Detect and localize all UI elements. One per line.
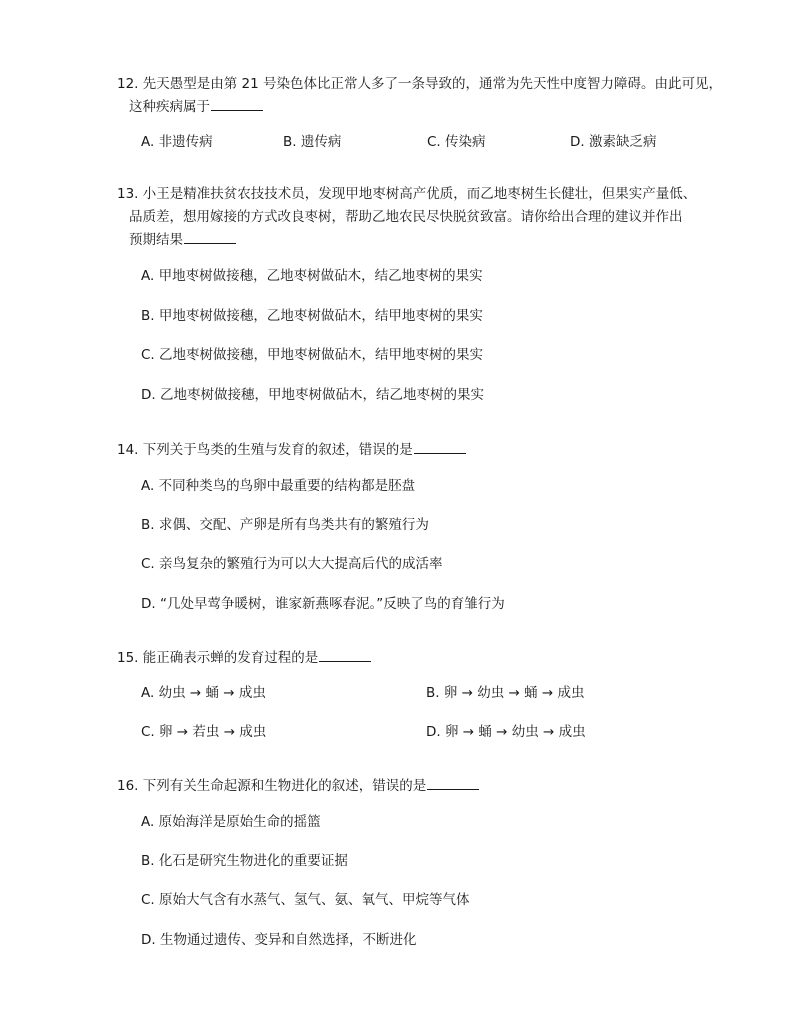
question-14: [117, 439, 717, 462]
answer-blank: [319, 649, 371, 662]
q12-option-b: B. 遗传病: [283, 134, 342, 150]
q15-option-a: A. 幼虫 → 蛹 → 成虫: [141, 685, 266, 701]
question-16-stem: [117, 775, 717, 798]
question-13-stem-line-2: 品质差，想用嫁接的方式改良枣树，帮助乙地农民尽快脱贫致富。请你给出合理的建议并作出: [129, 209, 683, 225]
q15-option-c: C. 卵 → 若虫 → 成虫: [141, 724, 267, 740]
question-12-stem-text: 这种疾病属于: [129, 99, 210, 115]
question-14-stem-text: 14. 下列关于鸟类的生殖与发育的叙述，错误的是: [117, 442, 413, 458]
question-16: [117, 775, 717, 798]
question-13-stem-line-1: 13. 小王是精准扶贫农技技术员，发现甲地枣树高产优质，而乙地枣树生长健壮，但果实产量低、: [117, 186, 697, 202]
q13-option-c: C. 乙地枣树做接穗，甲地枣树做砧木，结甲地枣树的果实: [141, 347, 484, 363]
question-15: [117, 647, 717, 670]
answer-blank: [211, 98, 263, 111]
q16-option-d: D. 生物通过遗传、变异和自然选择，不断进化: [141, 932, 417, 948]
q13-option-a: A. 甲地枣树做接穗，乙地枣树做砧木，结乙地枣树的果实: [141, 268, 483, 284]
question-15-stem-text: 15. 能正确表示蝉的发育过程的是: [117, 650, 319, 666]
q15-option-b: B. 卵 → 幼虫 → 蛹 → 成虫: [426, 685, 585, 701]
q14-option-d: D. “几处早莺争暖树，谁家新燕啄春泥。”反映了鸟的育雏行为: [141, 596, 505, 612]
answer-blank: [427, 777, 479, 790]
q12-option-d: D. 激素缺乏病: [570, 134, 657, 150]
question-12-stem-line-2: [117, 96, 717, 119]
question-13-stem-text: 预期结果: [129, 232, 183, 248]
answer-blank: [414, 441, 466, 454]
question-15-stem: [117, 647, 717, 670]
q12-option-c: C. 传染病: [427, 134, 486, 150]
question-12: [117, 73, 723, 119]
q14-option-a: A. 不同种类鸟的鸟卵中最重要的结构都是胚盘: [141, 478, 416, 494]
q14-option-b: B. 求偶、交配、产卵是所有鸟类共有的繁殖行为: [141, 517, 429, 533]
q13-option-b: B. 甲地枣树做接穗，乙地枣树做砧木，结甲地枣树的果实: [141, 308, 483, 324]
q16-option-a: A. 原始海洋是原始生命的摇篮: [141, 814, 321, 830]
question-14-stem: [117, 439, 717, 462]
answer-blank: [184, 231, 236, 244]
question-13: [117, 183, 717, 252]
q15-option-d: D. 卵 → 蛹 → 幼虫 → 成虫: [426, 724, 586, 740]
q16-option-c: C. 原始大气含有水蒸气、氢气、氨、氧气、甲烷等气体: [141, 892, 470, 908]
question-13-stem-line-3: [117, 229, 717, 252]
q13-option-d: D. 乙地枣树做接穗，甲地枣树做砧木，结乙地枣树的果实: [141, 387, 484, 403]
question-12-stem-line-1: 12. 先天愚型是由第 21 号染色体比正常人多了一条导致的，通常为先天性中度智力障碍。由此可见，: [117, 76, 723, 92]
q12-option-a: A. 非遗传病: [141, 134, 213, 150]
q14-option-c: C. 亲鸟复杂的繁殖行为可以大大提高后代的成活率: [141, 556, 443, 572]
q16-option-b: B. 化石是研究生物进化的重要证据: [141, 853, 348, 869]
question-16-stem-text: 16. 下列有关生命起源和生物进化的叙述，错误的是: [117, 778, 427, 794]
